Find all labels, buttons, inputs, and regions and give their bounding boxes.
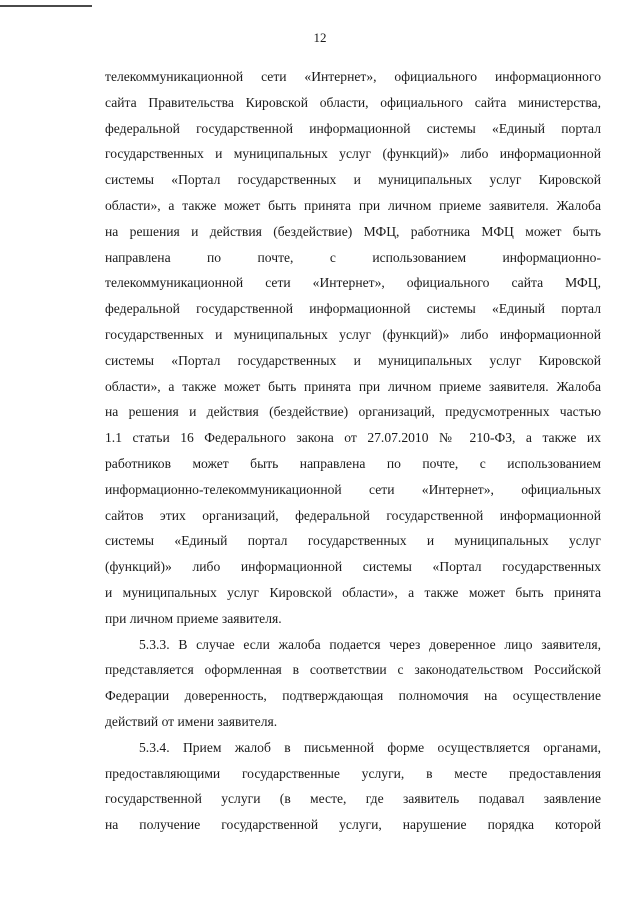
text-line: телекоммуникационной сети «Интернет», официального информационного	[105, 69, 601, 84]
text-line: информационно-телекоммуникационной сети «Интернет», официальных	[105, 481, 601, 497]
text-line: системы «Портал государственных и муниципальных услуг Кировской	[105, 352, 601, 368]
text-line: сайта Правительства Кировской области, официального сайта министерства,	[105, 94, 601, 110]
text-line: сайтов этих организаций, федеральной государственной информационной	[105, 507, 601, 523]
text-line: представляется оформленная в соответствии с законодательством Российской	[105, 662, 601, 678]
text-line: системы «Единый портал государственных и муниципальных услуг	[105, 533, 601, 549]
text-line: системы «Портал государственных и муниципальных услуг Кировской	[105, 172, 601, 188]
text-line: федеральной государственной информационной системы «Единый портал	[105, 120, 601, 136]
text-line: действий от имени заявителя.	[105, 713, 278, 729]
text-line: области», а также может быть принята при личном приеме заявителя. Жалоба	[105, 197, 601, 213]
text-line: при личном приеме заявителя.	[105, 610, 282, 626]
text-line: направлена по почте, с использованием информационно-	[105, 249, 601, 265]
text-line: 5.3.3. В случае если жалоба подается через доверенное лицо заявителя,	[139, 636, 601, 652]
text-line: (функций)» либо информационной системы «Портал государственных	[105, 559, 601, 575]
text-line: и муниципальных услуг Кировской области», а также может быть принята	[105, 584, 601, 600]
text-line: на решения и действия (бездействие) организаций, предусмотренных частью	[105, 404, 601, 420]
text-line: работников может быть направлена по почте, с использованием	[105, 455, 601, 471]
text-line: на решения и действия (бездействие) МФЦ, работника МФЦ может быть	[105, 223, 601, 239]
text-line: государственных и муниципальных услуг (функций)» либо информационной	[105, 146, 601, 162]
text-line: государственных и муниципальных услуг (функций)» либо информационной	[105, 326, 601, 342]
page-number: 12	[313, 30, 327, 45]
text-line: федеральной государственной информационной системы «Единый портал	[105, 301, 601, 317]
text-line: Федерации доверенность, подтверждающая полномочия на осуществление	[105, 688, 601, 704]
text-line: на получение государственной услуги, нарушение порядка которой	[105, 817, 601, 833]
text-line: 1.1 статьи 16 Федерального закона от 27.07.2010 № 210-ФЗ, а также их	[105, 430, 601, 446]
text-line: области», а также может быть принята при личном приеме заявителя. Жалоба	[105, 378, 601, 394]
body-text	[105, 64, 601, 838]
text-line: 5.3.4. Прием жалоб в письменной форме осуществляется органами,	[139, 739, 601, 755]
text-line: телекоммуникационной сети «Интернет», официального сайта МФЦ,	[105, 275, 601, 291]
text-line: предоставляющими государственные услуги, в месте предоставления	[105, 765, 601, 781]
text-line: государственной услуги (в месте, где заявитель подавал заявление	[105, 791, 601, 807]
top-rule-line	[0, 5, 92, 7]
